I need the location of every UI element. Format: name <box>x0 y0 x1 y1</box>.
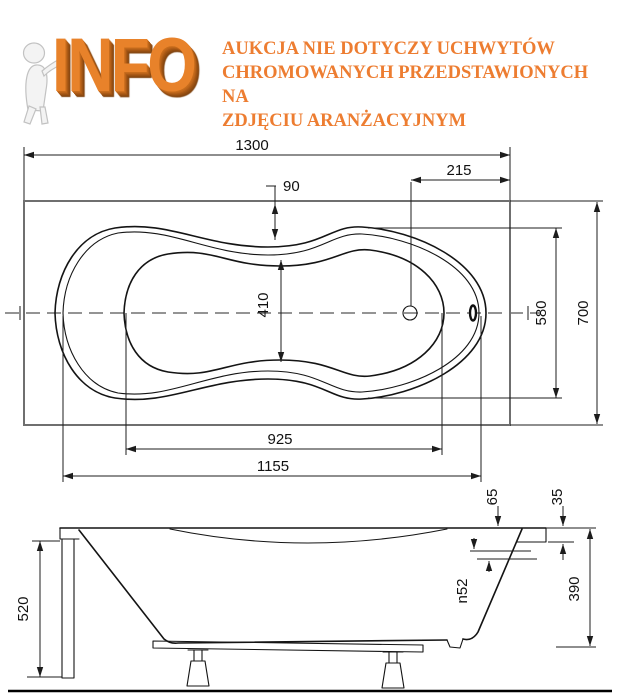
warning-line-3: ZDJĘCIU ARANŻACYJNYM <box>222 111 467 131</box>
svg-text:n52: n52 <box>454 578 471 604</box>
svg-text:580: 580 <box>533 300 550 326</box>
foot-right <box>382 652 404 688</box>
tub-side-outline <box>60 528 546 688</box>
dim-rim-inset <box>266 178 300 240</box>
dim-shell-height <box>546 528 596 647</box>
dim-rim-height <box>484 489 501 526</box>
svg-text:520: 520 <box>15 596 32 622</box>
svg-text:1300: 1300 <box>235 137 269 154</box>
dim-inner-width <box>255 260 281 362</box>
side-view <box>8 489 612 691</box>
warning-line-2: CHROMOWANYCH PRZEDSTAWIONYCH NA <box>222 63 589 107</box>
dim-total-height <box>15 541 62 677</box>
svg-text:390: 390 <box>566 576 583 602</box>
dim-rim-width <box>368 228 562 398</box>
svg-text:65: 65 <box>484 488 501 506</box>
svg-text:90: 90 <box>283 178 300 195</box>
svg-text:1155: 1155 <box>256 458 290 475</box>
info-logo-text: INFO <box>52 23 195 108</box>
warning-line-1: AUKCJA NIE DOTYCZY UCHWYTÓW <box>222 39 555 59</box>
overflow-hole <box>470 306 476 321</box>
dim-inner-length <box>126 313 442 455</box>
svg-text:215: 215 <box>446 162 472 179</box>
svg-text:410: 410 <box>255 292 272 318</box>
dim-ledge-thickness <box>548 489 574 560</box>
dim-drain-offset <box>411 162 510 306</box>
svg-text:35: 35 <box>549 488 566 506</box>
centerline <box>5 306 540 320</box>
dim-total-length <box>24 137 510 200</box>
foot-left <box>187 650 209 686</box>
svg-text:700: 700 <box>575 300 592 326</box>
svg-text:925: 925 <box>267 431 293 448</box>
top-view <box>5 137 603 482</box>
dim-drain-diameter <box>454 538 537 604</box>
